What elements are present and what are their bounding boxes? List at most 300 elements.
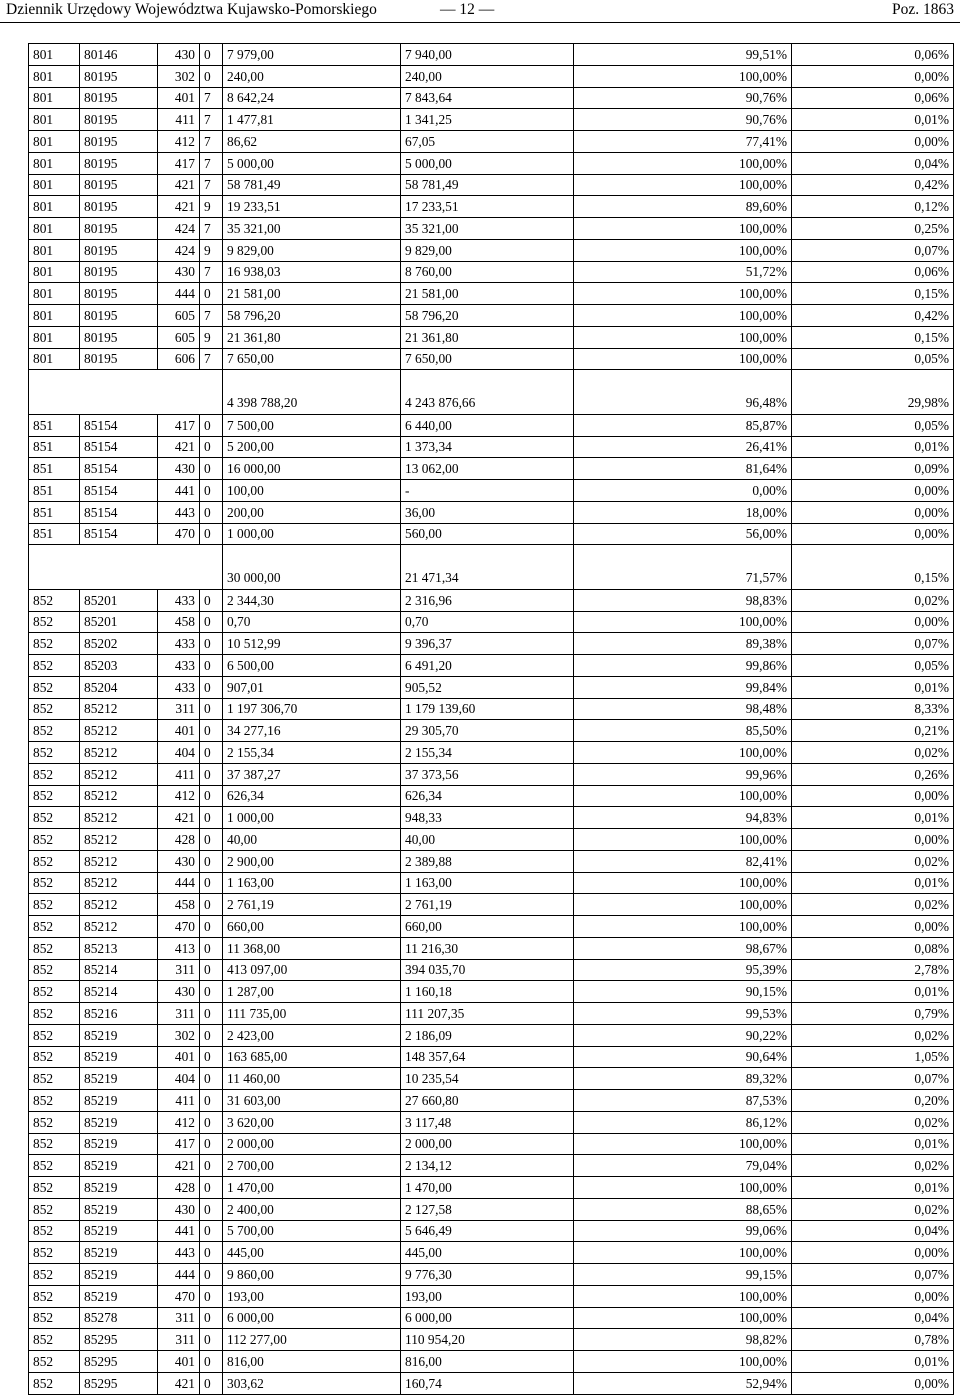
cell-share-percent: 0,01% <box>792 436 954 458</box>
cell-chapter: 85201 <box>80 611 158 633</box>
cell-digit: 7 <box>200 109 223 131</box>
cell-chapter: 85219 <box>80 1177 158 1199</box>
cell-planned-amount: 1 477,81 <box>223 109 401 131</box>
cell-executed-amount: 905,52 <box>401 676 574 698</box>
cell-section: 852 <box>29 1046 80 1068</box>
cell-share-percent: 0,04% <box>792 152 954 174</box>
cell-execution-percent: 99,51% <box>574 44 792 66</box>
cell-section: 852 <box>29 1329 80 1351</box>
cell-section: 852 <box>29 1111 80 1133</box>
cell-paragraph: 430 <box>158 981 200 1003</box>
table-row <box>29 218 954 240</box>
cell-digit: 0 <box>200 1046 223 1068</box>
cell-executed-amount: 2 186,09 <box>401 1024 574 1046</box>
cell-share-percent: 0,12% <box>792 196 954 218</box>
cell-digit: 0 <box>200 916 223 938</box>
cell-digit: 0 <box>200 1351 223 1373</box>
cell-chapter: 85219 <box>80 1220 158 1242</box>
cell-digit: 9 <box>200 239 223 261</box>
cell-digit: 0 <box>200 414 223 436</box>
subtotal-row <box>29 545 954 590</box>
cell-digit: 0 <box>200 981 223 1003</box>
table-row <box>29 480 954 502</box>
table-row <box>29 1198 954 1220</box>
cell-execution-percent: 0,00% <box>574 480 792 502</box>
cell-planned-amount: 3 620,00 <box>223 1111 401 1133</box>
cell-executed-amount: 58 796,20 <box>401 305 574 327</box>
cell-share-percent: 0,05% <box>792 348 954 370</box>
cell-chapter: 80195 <box>80 87 158 109</box>
cell-chapter: 80195 <box>80 305 158 327</box>
cell-planned-amount: 19 233,51 <box>223 196 401 218</box>
cell-execution-percent: 51,72% <box>574 261 792 283</box>
cell-planned-amount: 2 155,34 <box>223 742 401 764</box>
table-row <box>29 109 954 131</box>
cell-paragraph: 433 <box>158 633 200 655</box>
cell-digit: 0 <box>200 589 223 611</box>
cell-execution-percent: 100,00% <box>574 916 792 938</box>
table-row <box>29 1285 954 1307</box>
cell-share-percent: 0,02% <box>792 894 954 916</box>
cell-share-percent: 0,00% <box>792 501 954 523</box>
cell-executed-amount: 3 117,48 <box>401 1111 574 1133</box>
cell-executed-amount: 11 216,30 <box>401 937 574 959</box>
cell-execution-percent: 100,00% <box>574 152 792 174</box>
cell-share-percent: 0,04% <box>792 1220 954 1242</box>
table-row <box>29 698 954 720</box>
table-row <box>29 523 954 545</box>
cell-section: 801 <box>29 348 80 370</box>
cell-chapter: 85219 <box>80 1068 158 1090</box>
cell-digit: 7 <box>200 87 223 109</box>
cell-section: 852 <box>29 1024 80 1046</box>
cell-chapter: 85213 <box>80 937 158 959</box>
cell-execution-percent: 88,65% <box>574 1198 792 1220</box>
table-row <box>29 1090 954 1112</box>
cell-paragraph: 430 <box>158 458 200 480</box>
cell-planned-amount: 1 000,00 <box>223 523 401 545</box>
cell-share-percent: 0,09% <box>792 458 954 480</box>
table-row <box>29 785 954 807</box>
cell-share-percent: 0,04% <box>792 1307 954 1329</box>
cell-chapter: 85219 <box>80 1198 158 1220</box>
cell-planned-amount: 1 287,00 <box>223 981 401 1003</box>
cell-executed-amount: 948,33 <box>401 807 574 829</box>
cell-share-percent: 0,06% <box>792 87 954 109</box>
cell-paragraph: 417 <box>158 414 200 436</box>
cell-execution-percent: 90,64% <box>574 1046 792 1068</box>
cell-paragraph: 311 <box>158 1329 200 1351</box>
cell-execution-percent: 94,83% <box>574 807 792 829</box>
cell-chapter: 80195 <box>80 196 158 218</box>
cell-paragraph: 404 <box>158 742 200 764</box>
cell-section: 851 <box>29 436 80 458</box>
cell-section: 852 <box>29 1351 80 1373</box>
cell-paragraph: 421 <box>158 174 200 196</box>
cell-executed-amount: 6 491,20 <box>401 655 574 677</box>
cell-chapter: 85212 <box>80 916 158 938</box>
table-row <box>29 501 954 523</box>
cell-section: 851 <box>29 480 80 502</box>
cell-paragraph: 430 <box>158 850 200 872</box>
cell-planned-amount: 58 796,20 <box>223 305 401 327</box>
cell-digit: 7 <box>200 305 223 327</box>
cell-executed-amount: 29 305,70 <box>401 720 574 742</box>
cell-chapter: 85216 <box>80 1003 158 1025</box>
cell-executed-amount: 37 373,56 <box>401 763 574 785</box>
cell-digit: 0 <box>200 1307 223 1329</box>
cell-chapter: 85295 <box>80 1329 158 1351</box>
cell-section: 852 <box>29 611 80 633</box>
table-row <box>29 1046 954 1068</box>
cell-execution-percent: 85,87% <box>574 414 792 436</box>
cell-paragraph: 411 <box>158 1090 200 1112</box>
cell-executed-amount: 626,34 <box>401 785 574 807</box>
cell-chapter: 80195 <box>80 261 158 283</box>
cell-digit: 0 <box>200 720 223 742</box>
cell-executed-amount: 36,00 <box>401 501 574 523</box>
cell-share-percent: 0,01% <box>792 1133 954 1155</box>
cell-section: 852 <box>29 894 80 916</box>
cell-execution-percent: 79,04% <box>574 1155 792 1177</box>
cell-execution-percent: 52,94% <box>574 1372 792 1394</box>
cell-executed-amount: 13 062,00 <box>401 458 574 480</box>
cell-chapter: 85212 <box>80 763 158 785</box>
cell-digit: 0 <box>200 1111 223 1133</box>
table-row <box>29 1351 954 1373</box>
cell-planned-amount: 34 277,16 <box>223 720 401 742</box>
cell-executed-amount: 7 843,64 <box>401 87 574 109</box>
cell-execution-percent: 100,00% <box>574 785 792 807</box>
cell-section: 801 <box>29 196 80 218</box>
cell-planned-amount: 7 500,00 <box>223 414 401 436</box>
cell-execution-percent: 77,41% <box>574 131 792 153</box>
cell-execution-percent: 89,32% <box>574 1068 792 1090</box>
table-row <box>29 1133 954 1155</box>
cell-chapter: 80146 <box>80 44 158 66</box>
table-row <box>29 1372 954 1394</box>
cell-section: 801 <box>29 305 80 327</box>
cell-chapter: 85295 <box>80 1351 158 1373</box>
table-row <box>29 981 954 1003</box>
cell-paragraph: 433 <box>158 676 200 698</box>
cell-chapter: 85219 <box>80 1024 158 1046</box>
cell-planned-amount: 5 200,00 <box>223 436 401 458</box>
cell-chapter: 85154 <box>80 458 158 480</box>
table-row <box>29 655 954 677</box>
cell-section: 852 <box>29 807 80 829</box>
cell-share-percent: 0,01% <box>792 807 954 829</box>
cell-share-percent: 0,21% <box>792 720 954 742</box>
cell-executed-amount: 160,74 <box>401 1372 574 1394</box>
cell-execution-percent: 100,00% <box>574 348 792 370</box>
cell-executed-amount: 1 160,18 <box>401 981 574 1003</box>
cell-share-percent: 0,01% <box>792 109 954 131</box>
cell-execution-percent: 99,06% <box>574 1220 792 1242</box>
cell-planned-amount: 2 344,30 <box>223 589 401 611</box>
cell-share-percent: 0,25% <box>792 218 954 240</box>
cell-execution-percent: 99,86% <box>574 655 792 677</box>
table-row <box>29 326 954 348</box>
table-row <box>29 937 954 959</box>
cell-chapter: 85219 <box>80 1133 158 1155</box>
table-row <box>29 720 954 742</box>
cell-planned-amount: 1 197 306,70 <box>223 698 401 720</box>
cell-paragraph: 421 <box>158 807 200 829</box>
cell-share-percent: 0,26% <box>792 763 954 785</box>
cell-execution-percent: 98,83% <box>574 589 792 611</box>
cell-section: 852 <box>29 1090 80 1112</box>
table-row <box>29 1024 954 1046</box>
table-row <box>29 1111 954 1133</box>
cell-paragraph: 401 <box>158 1351 200 1373</box>
table-row <box>29 131 954 153</box>
cell-chapter: 85295 <box>80 1372 158 1394</box>
cell-share-percent: 8,33% <box>792 698 954 720</box>
subtotal-planned-amount: 30 000,00 <box>223 545 401 590</box>
table-row <box>29 196 954 218</box>
cell-section: 852 <box>29 1242 80 1264</box>
cell-section: 852 <box>29 763 80 785</box>
subtotal-execution-percent: 71,57% <box>574 545 792 590</box>
cell-section: 852 <box>29 916 80 938</box>
cell-executed-amount: 560,00 <box>401 523 574 545</box>
cell-digit: 0 <box>200 937 223 959</box>
cell-executed-amount: - <box>401 480 574 502</box>
cell-planned-amount: 37 387,27 <box>223 763 401 785</box>
cell-chapter: 85219 <box>80 1111 158 1133</box>
cell-chapter: 80195 <box>80 65 158 87</box>
cell-paragraph: 401 <box>158 720 200 742</box>
cell-chapter: 85154 <box>80 523 158 545</box>
header-rule <box>0 22 960 23</box>
cell-digit: 0 <box>200 763 223 785</box>
cell-executed-amount: 660,00 <box>401 916 574 938</box>
cell-paragraph: 430 <box>158 44 200 66</box>
cell-section: 801 <box>29 44 80 66</box>
cell-executed-amount: 7 940,00 <box>401 44 574 66</box>
cell-execution-percent: 82,41% <box>574 850 792 872</box>
cell-executed-amount: 2 155,34 <box>401 742 574 764</box>
cell-chapter: 85219 <box>80 1264 158 1286</box>
cell-executed-amount: 2 389,88 <box>401 850 574 872</box>
cell-execution-percent: 100,00% <box>574 65 792 87</box>
cell-paragraph: 444 <box>158 872 200 894</box>
cell-planned-amount: 7 979,00 <box>223 44 401 66</box>
cell-execution-percent: 100,00% <box>574 218 792 240</box>
cell-paragraph: 470 <box>158 916 200 938</box>
cell-share-percent: 0,00% <box>792 916 954 938</box>
cell-share-percent: 0,78% <box>792 1329 954 1351</box>
cell-share-percent: 0,07% <box>792 1068 954 1090</box>
cell-section: 851 <box>29 501 80 523</box>
cell-execution-percent: 98,48% <box>574 698 792 720</box>
cell-planned-amount: 111 735,00 <box>223 1003 401 1025</box>
cell-chapter: 80195 <box>80 326 158 348</box>
cell-share-percent: 0,08% <box>792 937 954 959</box>
cell-paragraph: 606 <box>158 348 200 370</box>
cell-execution-percent: 100,00% <box>574 829 792 851</box>
cell-paragraph: 413 <box>158 937 200 959</box>
cell-planned-amount: 193,00 <box>223 1285 401 1307</box>
cell-digit: 0 <box>200 1155 223 1177</box>
table-row <box>29 348 954 370</box>
cell-chapter: 85219 <box>80 1285 158 1307</box>
cell-execution-percent: 100,00% <box>574 1242 792 1264</box>
cell-planned-amount: 16 938,03 <box>223 261 401 283</box>
cell-digit: 0 <box>200 44 223 66</box>
page-header <box>0 0 960 24</box>
cell-planned-amount: 2 000,00 <box>223 1133 401 1155</box>
cell-execution-percent: 100,00% <box>574 611 792 633</box>
cell-section: 801 <box>29 131 80 153</box>
cell-section: 801 <box>29 283 80 305</box>
cell-paragraph: 411 <box>158 109 200 131</box>
cell-paragraph: 430 <box>158 261 200 283</box>
cell-planned-amount: 816,00 <box>223 1351 401 1373</box>
cell-digit: 0 <box>200 501 223 523</box>
cell-paragraph: 421 <box>158 196 200 218</box>
cell-section: 801 <box>29 65 80 87</box>
cell-paragraph: 311 <box>158 1003 200 1025</box>
cell-digit: 0 <box>200 655 223 677</box>
cell-digit: 0 <box>200 1177 223 1199</box>
cell-executed-amount: 35 321,00 <box>401 218 574 240</box>
position-number: Poz. 1863 <box>892 1 954 18</box>
cell-digit: 0 <box>200 1220 223 1242</box>
cell-executed-amount: 6 000,00 <box>401 1307 574 1329</box>
cell-digit: 7 <box>200 174 223 196</box>
cell-section: 852 <box>29 872 80 894</box>
table-row <box>29 87 954 109</box>
table-row <box>29 174 954 196</box>
cell-execution-percent: 99,53% <box>574 1003 792 1025</box>
table-row <box>29 261 954 283</box>
cell-planned-amount: 9 829,00 <box>223 239 401 261</box>
cell-digit: 7 <box>200 131 223 153</box>
cell-section: 801 <box>29 109 80 131</box>
cell-paragraph: 412 <box>158 1111 200 1133</box>
cell-paragraph: 404 <box>158 1068 200 1090</box>
cell-execution-percent: 100,00% <box>574 239 792 261</box>
cell-execution-percent: 90,22% <box>574 1024 792 1046</box>
cell-execution-percent: 87,53% <box>574 1090 792 1112</box>
cell-chapter: 85212 <box>80 829 158 851</box>
table-row <box>29 611 954 633</box>
cell-digit: 0 <box>200 611 223 633</box>
cell-digit: 0 <box>200 458 223 480</box>
cell-share-percent: 0,05% <box>792 655 954 677</box>
cell-execution-percent: 100,00% <box>574 872 792 894</box>
cell-planned-amount: 11 368,00 <box>223 937 401 959</box>
subtotal-blank <box>29 370 223 415</box>
cell-share-percent: 0,06% <box>792 261 954 283</box>
cell-executed-amount: 6 440,00 <box>401 414 574 436</box>
cell-executed-amount: 8 760,00 <box>401 261 574 283</box>
cell-chapter: 85154 <box>80 480 158 502</box>
cell-executed-amount: 816,00 <box>401 1351 574 1373</box>
cell-share-percent: 0,00% <box>792 1285 954 1307</box>
cell-section: 852 <box>29 829 80 851</box>
table-row <box>29 436 954 458</box>
table-row <box>29 1177 954 1199</box>
cell-planned-amount: 303,62 <box>223 1372 401 1394</box>
cell-digit: 0 <box>200 1068 223 1090</box>
cell-share-percent: 0,01% <box>792 676 954 698</box>
table-row <box>29 305 954 327</box>
table-row <box>29 807 954 829</box>
cell-share-percent: 0,00% <box>792 65 954 87</box>
cell-planned-amount: 40,00 <box>223 829 401 851</box>
cell-executed-amount: 394 035,70 <box>401 959 574 981</box>
cell-execution-percent: 90,15% <box>574 981 792 1003</box>
cell-planned-amount: 6 000,00 <box>223 1307 401 1329</box>
cell-planned-amount: 11 460,00 <box>223 1068 401 1090</box>
cell-paragraph: 605 <box>158 326 200 348</box>
cell-chapter: 85203 <box>80 655 158 677</box>
cell-planned-amount: 1 000,00 <box>223 807 401 829</box>
cell-execution-percent: 100,00% <box>574 1133 792 1155</box>
cell-planned-amount: 1 163,00 <box>223 872 401 894</box>
cell-share-percent: 0,42% <box>792 305 954 327</box>
cell-executed-amount: 10 235,54 <box>401 1068 574 1090</box>
cell-planned-amount: 626,34 <box>223 785 401 807</box>
cell-section: 852 <box>29 1285 80 1307</box>
cell-chapter: 80195 <box>80 283 158 305</box>
table-row <box>29 239 954 261</box>
cell-chapter: 85202 <box>80 633 158 655</box>
cell-execution-percent: 90,76% <box>574 109 792 131</box>
cell-executed-amount: 5 000,00 <box>401 152 574 174</box>
cell-executed-amount: 111 207,35 <box>401 1003 574 1025</box>
table-row <box>29 458 954 480</box>
cell-chapter: 85219 <box>80 1046 158 1068</box>
cell-section: 852 <box>29 1372 80 1394</box>
cell-planned-amount: 35 321,00 <box>223 218 401 240</box>
cell-execution-percent: 100,00% <box>574 1285 792 1307</box>
cell-chapter: 85212 <box>80 698 158 720</box>
subtotal-share-percent: 0,15% <box>792 545 954 590</box>
cell-section: 851 <box>29 458 80 480</box>
cell-share-percent: 0,20% <box>792 1090 954 1112</box>
cell-digit: 0 <box>200 1133 223 1155</box>
cell-chapter: 85219 <box>80 1155 158 1177</box>
cell-section: 852 <box>29 698 80 720</box>
cell-share-percent: 0,02% <box>792 1155 954 1177</box>
cell-digit: 0 <box>200 1329 223 1351</box>
cell-executed-amount: 1 163,00 <box>401 872 574 894</box>
cell-paragraph: 417 <box>158 152 200 174</box>
cell-planned-amount: 2 400,00 <box>223 1198 401 1220</box>
cell-section: 852 <box>29 655 80 677</box>
cell-execution-percent: 100,00% <box>574 1177 792 1199</box>
cell-share-percent: 0,00% <box>792 611 954 633</box>
table-row <box>29 959 954 981</box>
table-row <box>29 65 954 87</box>
cell-chapter: 85201 <box>80 589 158 611</box>
cell-execution-percent: 100,00% <box>574 894 792 916</box>
cell-execution-percent: 100,00% <box>574 1351 792 1373</box>
cell-paragraph: 421 <box>158 1155 200 1177</box>
cell-executed-amount: 193,00 <box>401 1285 574 1307</box>
cell-paragraph: 433 <box>158 589 200 611</box>
cell-executed-amount: 1 470,00 <box>401 1177 574 1199</box>
cell-share-percent: 0,00% <box>792 785 954 807</box>
cell-chapter: 85212 <box>80 850 158 872</box>
cell-share-percent: 0,01% <box>792 981 954 1003</box>
cell-execution-percent: 100,00% <box>574 283 792 305</box>
cell-paragraph: 417 <box>158 1133 200 1155</box>
